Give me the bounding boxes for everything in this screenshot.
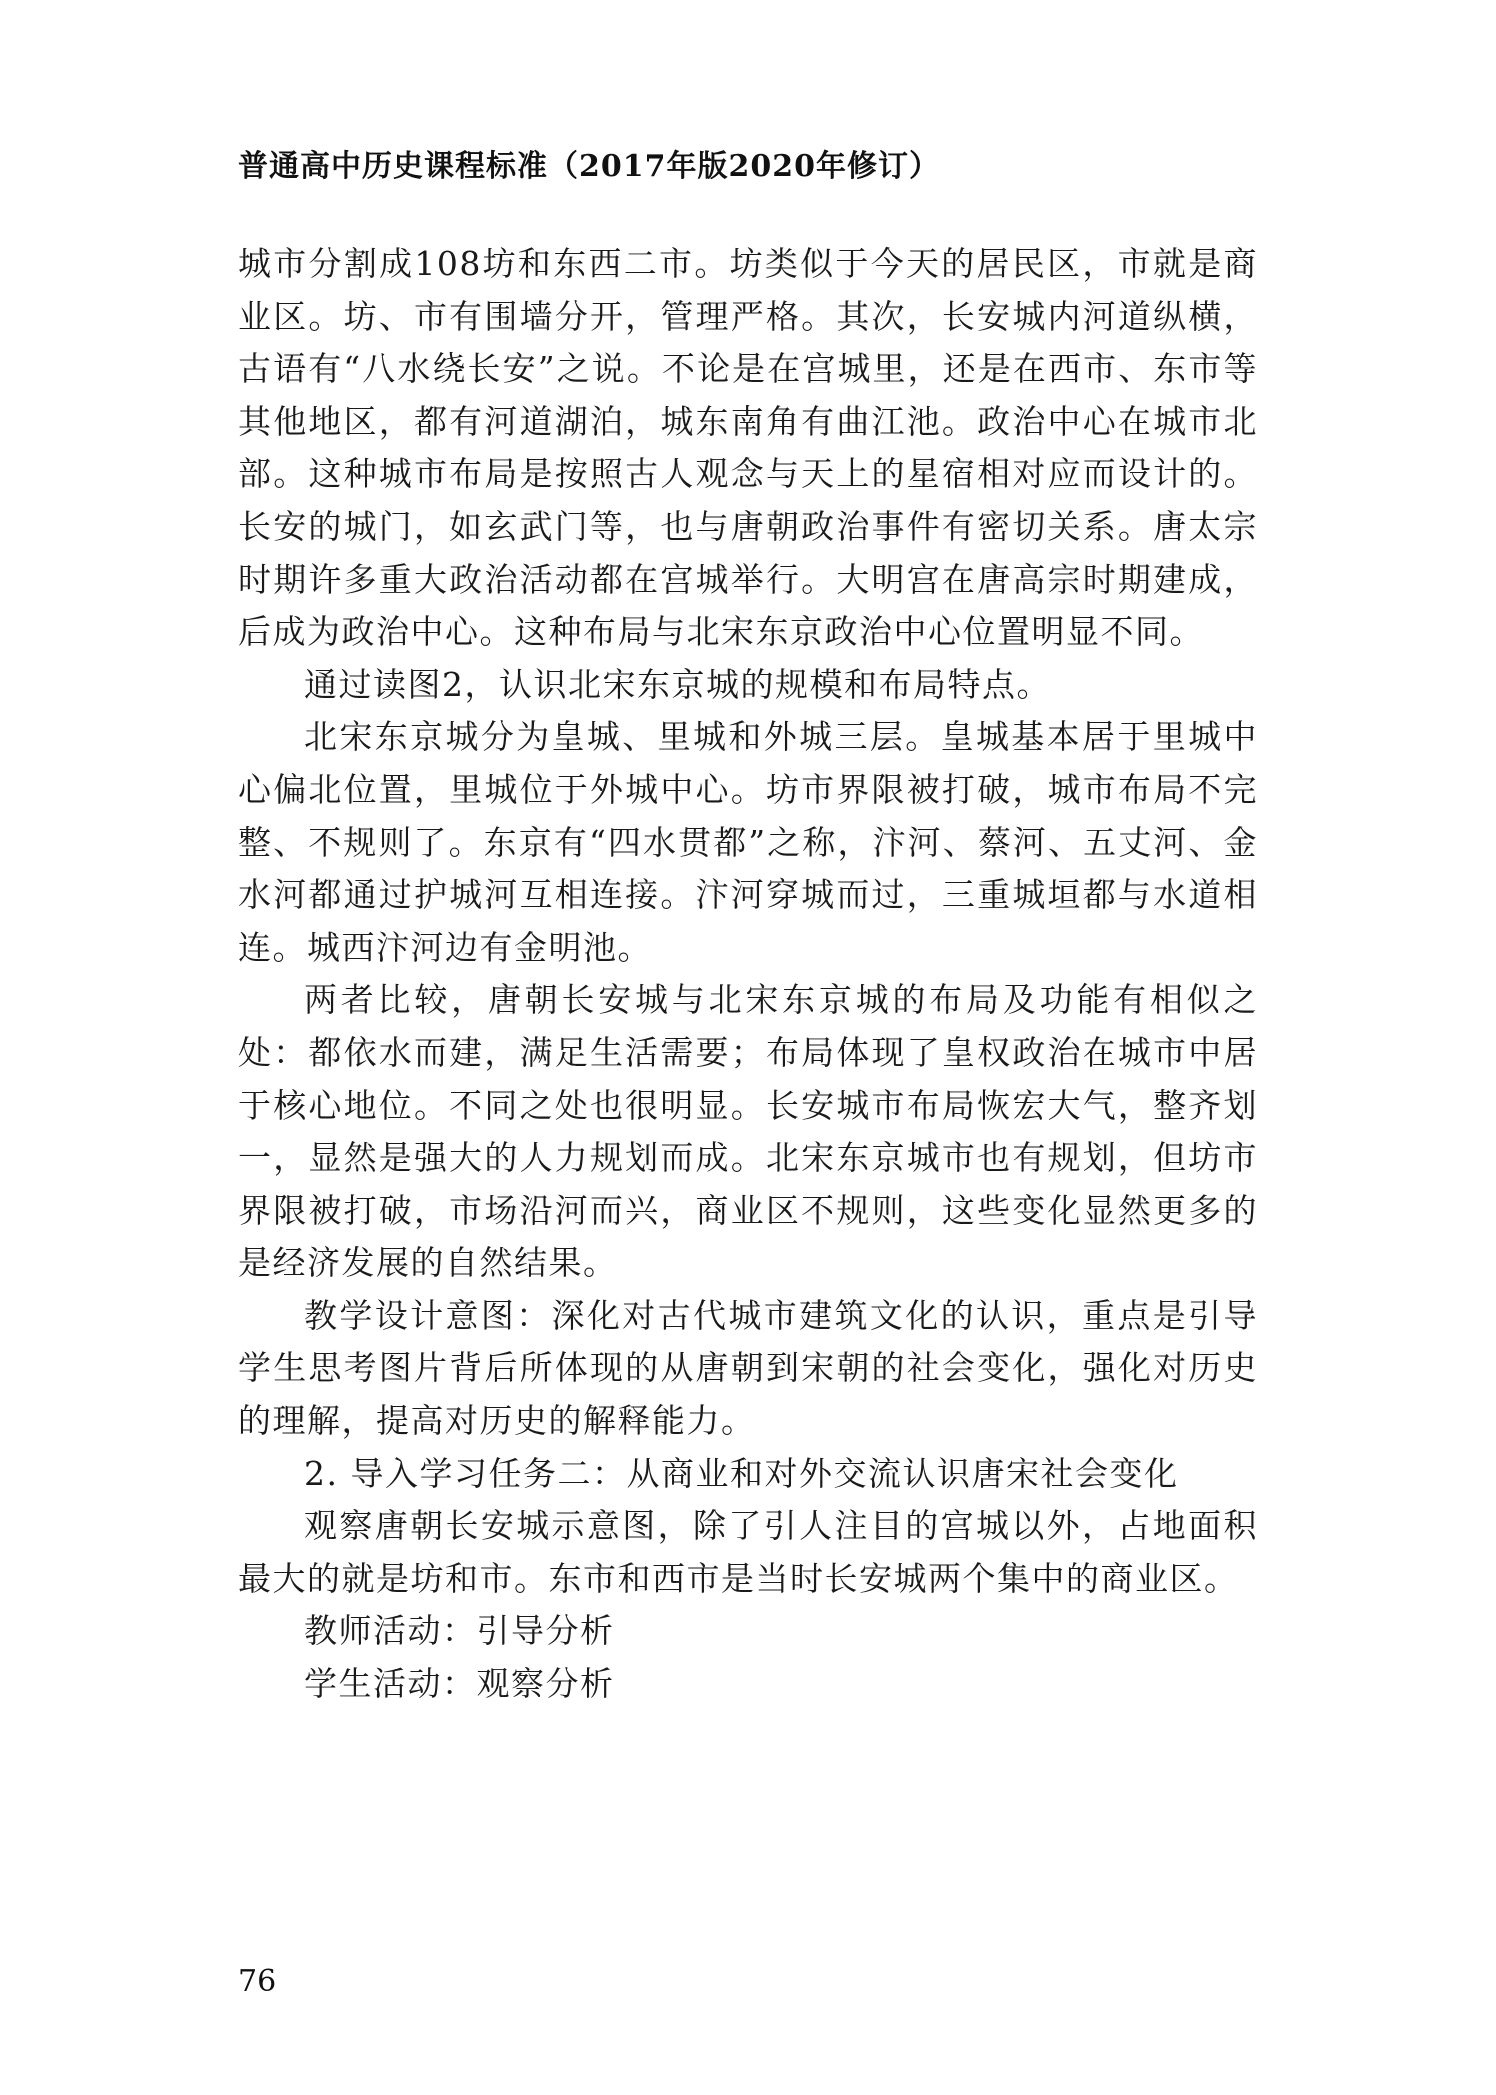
paragraph-7: 观察唐朝长安城示意图，除了引人注目的宫城以外，占地面积最大的就是坊和市。东市和西市是当时长安城两个集中的商业区。 <box>238 1506 1258 1598</box>
body-text <box>238 238 1258 1711</box>
paragraph-2: 通过读图2，认识北宋东京城的规模和布局特点。 <box>304 664 1051 704</box>
paragraph-3: 北宋东京城分为皇城、里城和外城三层。皇城基本居于里城中心偏北位置，里城位于外城中心。坊市界限被打破，城市布局不完整、不规则了。东京有“四水贯都”之称，汴河、蔡河、五丈河、金水河都通过护城河互相连接。汴河穿城而过，三重城垣都与水道相连。城西汴河边有金明池。 <box>238 717 1258 967</box>
page-number: 76 <box>238 1964 277 1999</box>
paragraph-1: 城市分割成108坊和东西二市。坊类似于今天的居民区，市就是商业区。坊、市有围墙分开，管理严格。其次，长安城内河道纵横，古语有“八水绕长安”之说。不论是在宫城里，还是在西市、东市等其他地区，都有河道湖泊，城东南角有曲江池。政治中心在城市北部。这种城市布局是按照古人观念与天上的星宿相对应而设计的。长安的城门，如玄武门等，也与唐朝政治事件有密切关系。唐太宗时期许多重大政治活动都在宫城举行。大明宫在唐高宗时期建成，后成为政治中心。这种布局与北宋东京政治中心位置明显不同。 <box>238 244 1258 652</box>
paragraph-5: 教学设计意图：深化对古代城市建筑文化的认识，重点是引导学生思考图片背后所体现的从唐朝到宋朝的社会变化，强化对历史的理解，提高对历史的解释能力。 <box>238 1295 1258 1441</box>
paragraph-4: 两者比较，唐朝长安城与北宋东京城的布局及功能有相似之处：都依水而建，满足生活需要；布局体现了皇权政治在城市中居于核心地位。不同之处也很明显。长安城市布局恢宏大气，整齐划一，显然是强大的人力规划而成。北宋东京城市也有规划，但坊市界限被打破，市场沿河而兴，商业区不规则，这些变化显然更多的是经济发展的自然结果。 <box>238 980 1258 1283</box>
running-header-title: 普通高中历史课程标准（2017年版2020年修订） <box>238 149 940 184</box>
paragraph-8: 教师活动：引导分析 <box>304 1611 615 1651</box>
paragraph-6: 2. 导入学习任务二：从商业和对外交流认识唐宋社会变化 <box>304 1453 1179 1493</box>
paragraph-9: 学生活动：观察分析 <box>304 1664 615 1704</box>
